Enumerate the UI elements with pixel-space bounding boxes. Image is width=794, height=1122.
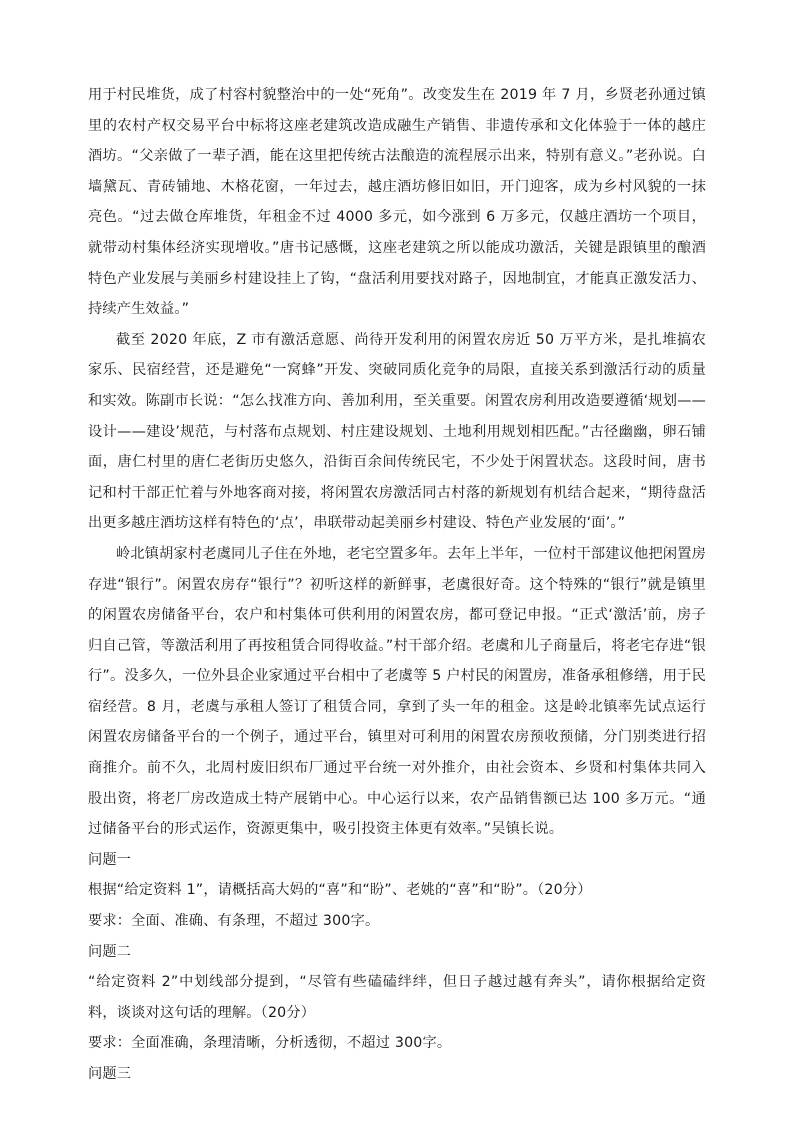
paragraph-1: 用于村民堆货，成了村容村貌整治中的一处“死角”。改变发生在 2019 年 7 月，乡贤老孙通过镇里的农村产权交易平台中标将这座老建筑改造成融生产销售、非遗传承和文化体验于一体的越庄酒坊。“父亲做了一辈子酒，能在这里把传统古法酿造的流程展示出来，特别有意义。”老孙说。白墙黛瓦、青砖铺地、木格花窗，一年过去，越庄酒坊修旧如旧，开门迎客，成为乡村风貌的一抹亮色。“过去做仓库堆货，年租金不过 4000 多元，如今涨到 6 万多元，仅越庄酒坊一个项目，就带动村集体经济实现增收。”唐书记感慨，这座老建筑之所以能成功激活，关键是跟镇里的酿酒特色产业发展与美丽乡村建设挂上了钩，“盘活利用要找对路子，因地制宜，才能真正激发活力、持续产生效益。” <box>88 87 706 318</box>
question-2-requirement: 要求：全面准确，条理清晰，分析透彻，不超过 300字。 <box>88 1035 452 1052</box>
paragraph-2: 截至 2020 年底，Z 市有激活意愿、尚待开发利用的闲置农房近 50 万平方米，是扎堆搞农家乐、民宿经营，还是避免“一窝蜂”开发、突破同质化竞争的局限，直接关系到激活行动的质量和实效。陈副市长说：“怎么找准方向、善加利用，至关重要。闲置农房利用改造要遵循‘规划——设计——建设’规范，与村落布点规划、村庄建设规划、土地利用规划相匹配。”古径幽幽，卵石铺面，唐仁村里的唐仁老街历史悠久，沿街百余间传统民宅，不少处于闲置状态。这段时间，唐书记和村干部正忙着与外地客商对接，将闲置农房激活同古村落的新规划有机结合起来，“期待盘活出更多越庄酒坊这样有特色的‘点’，串联带动起美丽乡村建设、特色产业发展的‘面’。” <box>88 331 706 532</box>
question-1-requirement: 要求：全面、准确、有条理，不超过 300字。 <box>88 913 380 930</box>
question-1-title: 问题一 <box>88 851 132 868</box>
question-2-title: 问题二 <box>88 943 132 960</box>
question-3-title: 问题三 <box>88 1066 132 1082</box>
question-1-prompt: 根据“给定资料 1”，请概括高大妈的“喜”和“盼”、老姚的“喜”和“盼”。（20分） <box>88 882 592 899</box>
paragraph-3: 岭北镇胡家村老虞同儿子住在外地，老宅空置多年。去年上半年，一位村干部建议他把闲置房存进“银行”。闲置农房存“银行”？初听这样的新鲜事，老虞很好奇。这个特殊的“银行”就是镇里的闲置农房储备平台，农户和村集体可供利用的闲置农房，都可登记申报。“正式‘激活’前，房子归自己管，等激活利用了再按租赁合同得收益。”村干部介绍。老虞和儿子商量后，将老宅存进“银行”。没多久，一位外县企业家通过平台相中了老虞等 5 户村民的闲置房，准备承租修缮，用于民宿经营。8 月，老虞与承租人签订了租赁合同，拿到了头一年的租金。这是岭北镇率先试点运行闲置农房储备平台的一个例子，通过平台，镇里对可利用的闲置农房预收预储，分门别类进行招商推介。前不久，北周村废旧织布厂通过平台统一对外推介，由社会资本、乡贤和村集体共同入股出资，将老厂房改造成土特产展销中心。中心运行以来，农产品销售额已达 100 多万元。“通过储备平台的形式运作，资源更集中，吸引投资主体更有效率。”吴镇长说。 <box>88 545 706 838</box>
question-2-prompt: “给定资料 2”中划线部分提到，“尽管有些磕磕绊绊，但日子越过越有奔头”，请你根据给定资料，谈谈对这句话的理解。（20分） <box>88 974 706 1021</box>
document-body <box>88 80 706 1090</box>
